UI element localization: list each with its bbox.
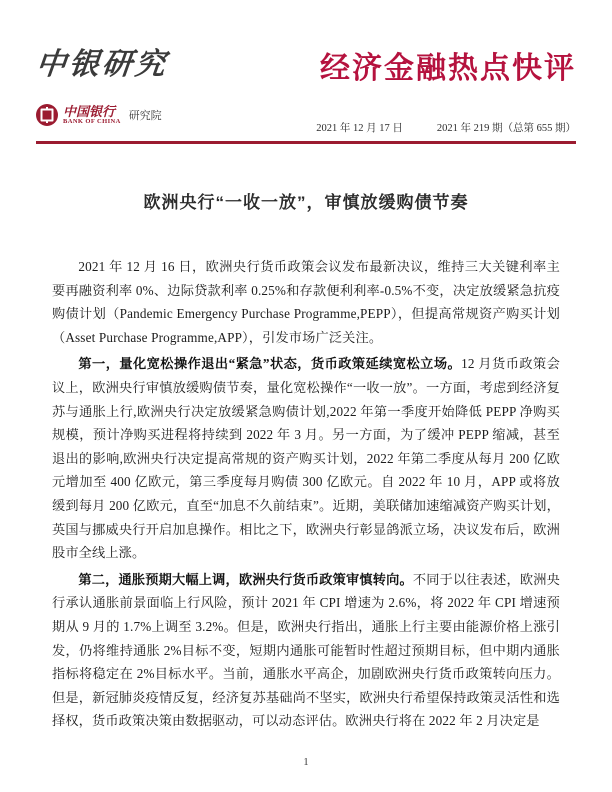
calligraphy-logo: 中银研究 (34, 48, 170, 81)
paragraph-text: 2021 年 12 月 16 日，欧洲央行货币政策会议发布最新决议，维持三大关键利率主要再融资利率 0%、边际贷款利率 0.25%和存款便利利率-0.5%不变，决定放缓紧急抗疫购债计划（Pandemic Emergency Purchase Programme,PEPP），但提高常规资产购买计划（Asset Purchase Programme,APP），引发市场广泛关注。 (52, 259, 560, 345)
paragraph-lead: 第二，通胀预期大幅上调，欧洲央行货币政策审慎转向。 (78, 571, 413, 587)
boc-name-group (63, 105, 121, 126)
paragraph-text: 不同于以往表述，欧洲央行承认通胀前景面临上行风险，预计 2021 年 CPI 增速为 2.6%，将 2022 年 CPI 增速预期从 9 月的 1.7%上调至 3.2%。但是，欧洲央行指出，通胀上行主要由能源价格上涨引发，仍将维持通胀 2%目标不变，短期内通胀可能暂时性超过预期目标，但中期内通胀指标将稳定在 2%目标水平。当前，通胀水平高企，加剧欧洲央行货币政策转向压力。但是，新冠肺炎疫情反复，经济复苏基础尚不坚实，欧洲央行希望保持政策灵活性和选择权，货币政策决策由数据驱动，可以动态评估。欧洲央行将在 2022 年 2 月决定是 (52, 571, 561, 729)
masthead-title: 经济金融热点快评 (320, 52, 576, 85)
paragraph-lead: 第一，量化宽松操作退出“紧急”状态，货币政策延续宽松立场。 (78, 356, 462, 372)
bank-name-en: BANK OF CHINA (63, 118, 121, 126)
header-divider (36, 141, 576, 144)
issue-number: 2021 年 219 期（总第 655 期） (436, 123, 576, 134)
bank-of-china-logo (36, 104, 162, 126)
article-body (52, 255, 560, 736)
issue-line (316, 120, 576, 135)
paragraph (52, 568, 560, 733)
bank-name-cn: 中国银行 (63, 103, 116, 119)
paragraph (52, 255, 560, 349)
page-number: 1 (303, 757, 309, 768)
brand-block (34, 48, 276, 126)
boc-emblem-icon (36, 104, 58, 126)
publication-date: 2021 年 12 月 17 日 (316, 123, 403, 134)
paragraph-text: 12 月货币政策会议上，欧洲央行审慎放缓购债节奏，量化宽松操作“一收一放”。一方面，考虑到经济复苏与通胀上行,欧洲央行决定放缓紧急购债计划,2022 年第一季度开始降低 PEPP 净购买规模，预计净购买进程将持续到 2022 年 3 月。另一方面，为了缓冲 PEPP 缩减，甚至退出的影响,欧洲央行决定提高常规的资产购买计划，2022 年第二季度从每月 200 亿欧元增加至 400 亿欧元，第三季度每月购债 300 亿欧元。自 2022 年 10 月，APP 或将放缓到每月 200 亿欧元，直至“加息不久前结束”。近期，美联储加速缩减资产购买计划，英国与挪威央行开启加息操作。相比之下，欧洲央行彰显鸽派立场，决议发布后，欧洲股市全线上涨。 (52, 356, 560, 561)
page-title: 欧洲央行“一收一放”，审慎放缓购债节奏 (143, 193, 469, 212)
masthead-header (0, 0, 612, 150)
institute-label: 研究院 (128, 110, 162, 122)
paragraph (52, 352, 560, 564)
